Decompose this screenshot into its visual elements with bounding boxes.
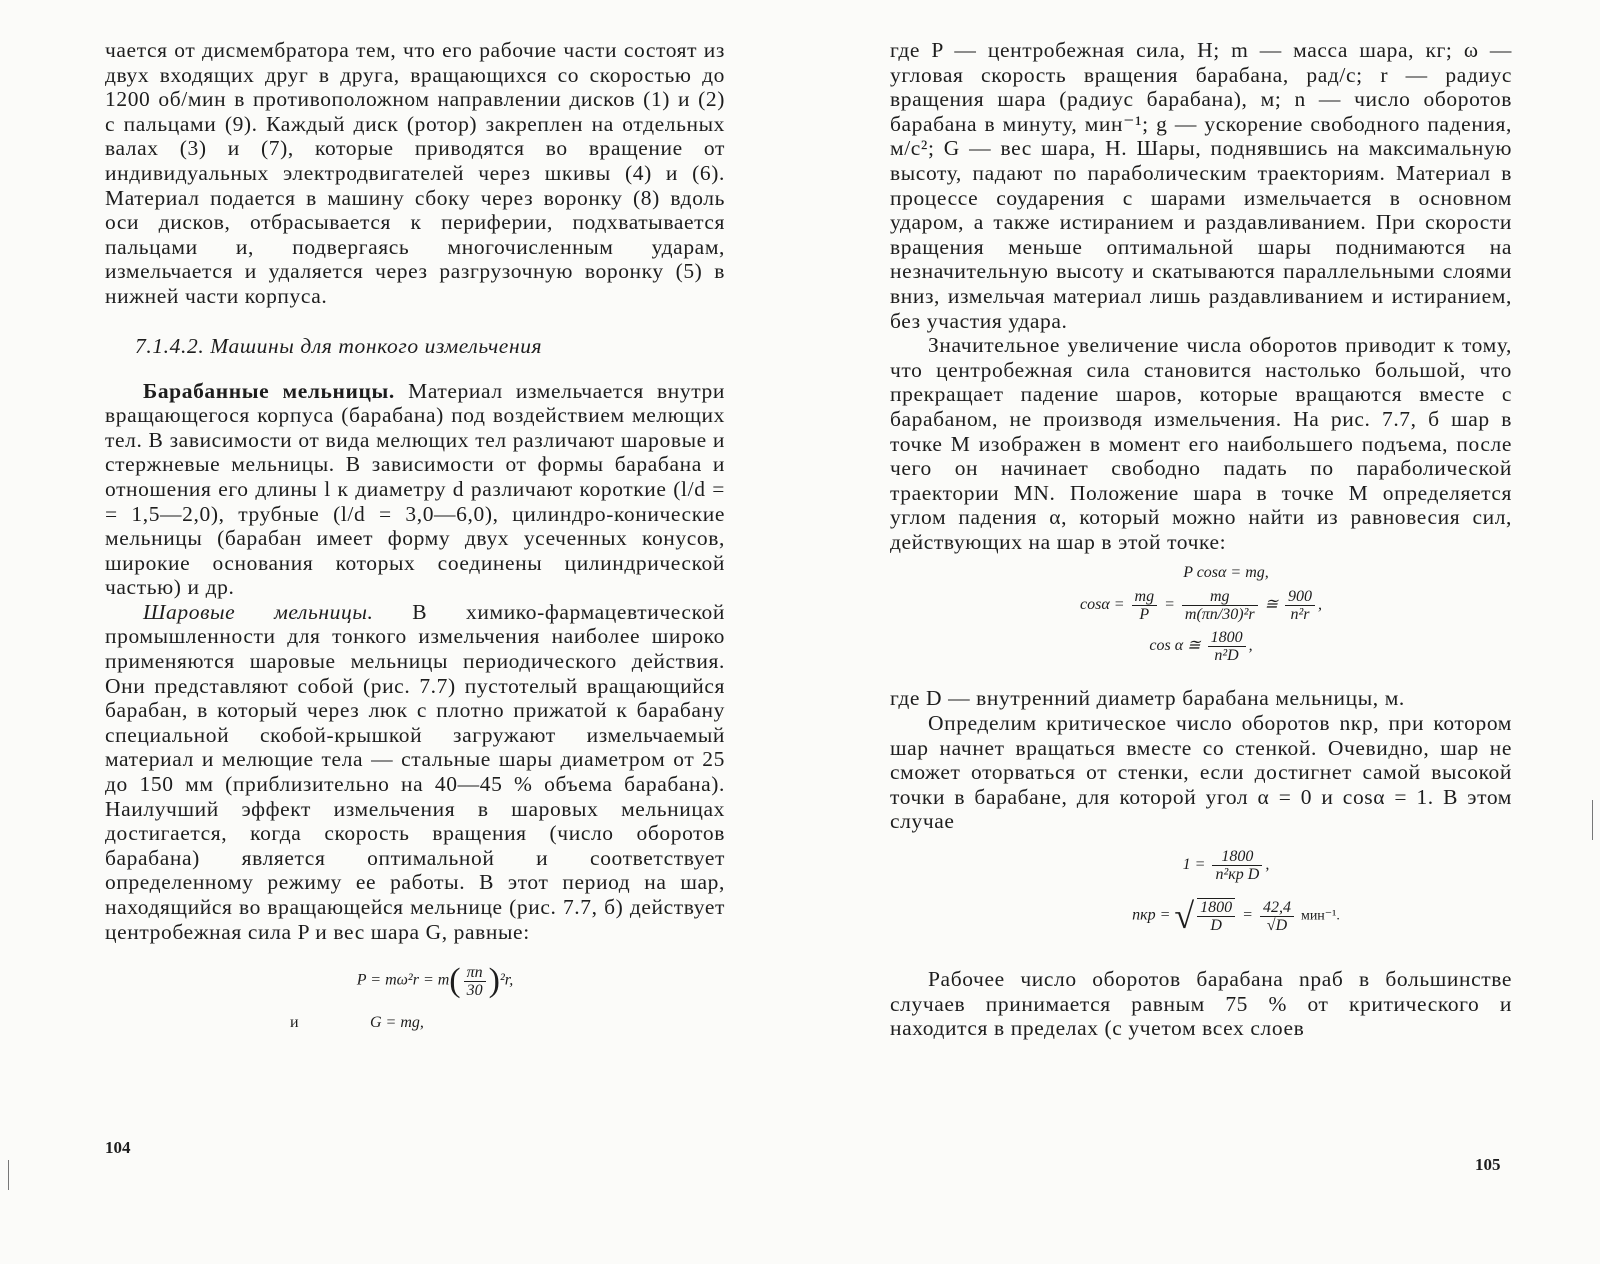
denominator: D	[1210, 917, 1222, 935]
approx-sign: ≅	[1264, 596, 1278, 614]
paragraph-d-definition: где D — внутренний диаметр барабана мельницы, м.	[890, 686, 1405, 711]
numerator: 1800	[1208, 629, 1246, 647]
denominator: √D	[1266, 916, 1288, 934]
conjunction-and: и	[290, 1014, 299, 1032]
cos-approx-lhs: cos α ≅	[1149, 637, 1201, 655]
formula-weight-text: G = mg,	[370, 1014, 424, 1032]
right-page	[890, 38, 1512, 1041]
fraction-42-sqrtd	[1260, 899, 1294, 934]
margin-mark	[8, 1160, 9, 1190]
numerator: mg	[1132, 588, 1158, 606]
paragraph-definitions: где P — центробежная сила, Н; m — масса шара, кг; ω — угловая скорость вращения барабана, рад/с; r — радиус вращения шара (радиус барабана), м; n — число оборотов барабана в минуту, мин⁻¹; g — ускорение свободного падения, м/с²; G — вес шара, Н. Шары, поднявшись на максимальную высоту, падают по параболическим траекториям. Материал в процессе соударения с шарами измельчается в основном ударом, а также истиранием и раздавливанием. При скорости вращения меньше оптимальной шары поднимаются на незначительную высоту и скатываются параллельными слоями вниз, измельчая материал лишь раздавливанием и истиранием, без участия удара.	[890, 38, 1512, 333]
formula-block-critical	[890, 848, 1512, 937]
formula-lhs: P = mω²r = m	[356, 971, 450, 989]
formula-cos-alpha	[890, 588, 1512, 623]
paragraph-increase-rpm: Значительное увеличение числа оборотов приводит к тому, что центробежная сила становится настолько большой, что прекращает падение шаров, которые вращаются вместе с барабаном, не производя измельчения. На рис. 7.7, б шар в точке М изображен в момент его наибольшего подъема, после чего он начинает свободно падать по параболической траектории MN. Положение шара в точке М определяется углом падения α, который можно найти из равновесия сил, действующих на шар в этой точке:	[890, 333, 1512, 554]
fraction-denominator: 30	[466, 981, 483, 999]
page-number-right: 105	[1475, 1155, 1501, 1174]
fraction-mg-mpin	[1182, 588, 1258, 623]
fraction-1800-n2d	[1208, 629, 1246, 664]
page-number-left: 104	[105, 1138, 131, 1157]
comma: ,	[1265, 856, 1270, 874]
equals-sign: =	[1164, 596, 1175, 614]
formula-cos-approx	[890, 629, 1512, 664]
ball-mills-term: Шаровые мельницы.	[143, 599, 374, 624]
fraction-1800-d	[1197, 898, 1235, 934]
numerator: 1800	[1212, 848, 1262, 866]
sqrt-sign: √	[1174, 896, 1195, 937]
cos-lhs: cosα =	[1080, 596, 1125, 614]
ball-mills-text: В химико-фармацевтической промышленности для тонкого измельчения наиболее широко применяются шаровые мельницы периодического действия. Они представляют собой (рис. 7.7) пустотелый вращающийся барабан, в который через люк с плотно прижатой к барабану специальной скобой-крышкой загружают измельчаемый материал и мелющие тела — стальные шары диаметром от 25 до 150 мм (приблизительно на 40—45 % объема барабана). Наилучший эффект измельчения в шаровых мельницах достигается, когда скорость вращения (число оборотов барабана) является оптимальной и соответствует определенному режиму ее работы. В этот период на шар, находящийся во вращающейся мельнице (рис. 7.7, б) действует центробежная сила P и вес шара G, равные:	[105, 599, 725, 944]
formula-block-cos	[890, 564, 1512, 664]
paren-close: )	[488, 962, 500, 1000]
drum-mills-term: Барабанные мельницы.	[143, 378, 395, 403]
fraction-mg-p	[1132, 588, 1158, 623]
paragraph-drum-mills	[105, 379, 725, 600]
numerator: 900	[1285, 588, 1315, 606]
formula-centrifugal-force	[105, 962, 725, 1000]
fraction-pin-30	[464, 964, 486, 999]
formula-rhs: ²r,	[499, 971, 514, 989]
denominator: n²кр D	[1215, 866, 1260, 884]
fraction-1800-nkr2d	[1212, 848, 1262, 883]
formula-pcos: P cosα = mg,	[1183, 564, 1269, 582]
comma: ,	[1248, 637, 1253, 655]
numerator: mg	[1182, 588, 1258, 606]
numerator: 42,4	[1260, 899, 1294, 917]
drum-mills-text: Материал измельчается внутри вращающегося корпуса (барабана) под воздействием мелющих тел. В зависимости от вида мелющих тел различают шаровые и стержневые мельницы. В зависимости от формы барабана и отношения его длины l к диаметру d различают короткие (l/d = = 1,5—2,0), трубные (l/d = 3,0—6,0), цилиндро-конические мельницы (барабан имеет форму двух усеченных конусов, широкие основания которых соединены цилиндрической частью) и др.	[105, 378, 725, 600]
denominator: n²D	[1214, 647, 1239, 665]
formula-one-equals	[890, 848, 1512, 883]
paragraph-intro: чается от дисмембратора тем, что его рабочие части состоят из двух входящих друг в друга, вращающихся со скоростью до 1200 об/мин в противоположном направлении дисков (1) и (2) с пальцами (9). Каждый диск (ротор) закреплен на отдельных валах (3) и (7), которые приводятся во вращение от индивидуальных электродвигателей через шкивы (4) и (6). Материал подается в машину сбоку через воронку (8) вдоль оси дисков, отбрасывается к периферии, подхватывается пальцами и, подвергаясь многочисленным ударам, измельчается и удаляется через разгрузочную воронку (5) в нижней части корпуса.	[105, 38, 725, 308]
one-lhs: 1 =	[1182, 856, 1206, 874]
denominator: P	[1139, 606, 1150, 624]
denominator: m(πn/30)²r	[1184, 606, 1255, 624]
fraction-900-n2r	[1285, 588, 1315, 623]
paren-open: (	[449, 962, 461, 1000]
left-page	[105, 38, 725, 1058]
denominator: n²r	[1290, 606, 1310, 624]
margin-mark	[1592, 800, 1593, 840]
equals-sign: =	[1242, 906, 1253, 924]
fraction-numerator: πn	[464, 964, 486, 982]
formula-weight	[105, 1014, 725, 1032]
formula-block-centrifugal	[105, 962, 725, 1032]
paragraph-working-rpm: Рабочее число оборотов барабана nраб в большинстве случаев принимается равным 75 % от критического и находится в пределах (с учетом всех слоев	[890, 967, 1512, 1041]
section-heading: 7.1.4.2. Машины для тонкого измельчения	[135, 333, 543, 358]
comma: ,	[1318, 596, 1322, 614]
unit-min: мин⁻¹.	[1300, 908, 1340, 924]
ncr-lhs: nкр =	[1132, 906, 1171, 924]
formula-n-critical	[890, 895, 1512, 937]
numerator: 1800	[1197, 899, 1235, 917]
paragraph-critical-rpm: Определим критическое число оборотов nкр, при котором шар начнет вращаться вместе со стенкой. Очевидно, шар не сможет оторваться от стенки, если достигнет самой высокой точки в барабане, для которой угол α = 0 и cosα = 1. В этом случае	[890, 711, 1512, 834]
paragraph-ball-mills	[105, 600, 725, 944]
